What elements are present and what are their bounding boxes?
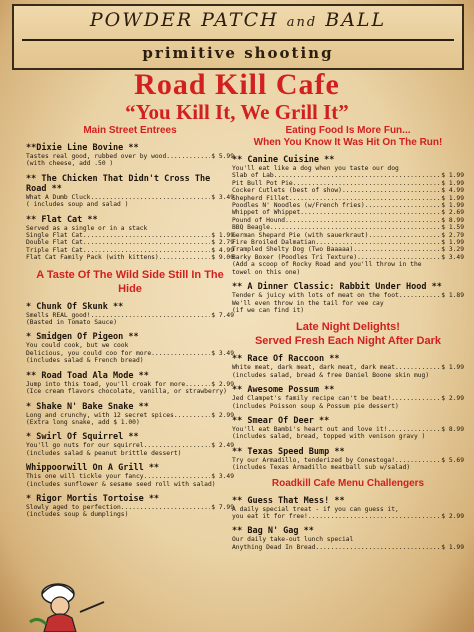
menu-item-price: $ 3.49	[441, 253, 464, 261]
menu-item	[26, 174, 234, 209]
menu-item-line	[26, 239, 234, 246]
cafe-slogan: “You Kill It, We Grill It”	[125, 100, 349, 124]
menu-item-line	[232, 232, 464, 239]
menu-item-description: (with cheese, add .50 )	[26, 160, 114, 168]
dot-leader	[285, 217, 440, 224]
menu-section	[232, 155, 464, 314]
menu-item-price: $ 1.99	[441, 194, 464, 202]
menu-item-line	[232, 224, 464, 231]
menu-item-line	[232, 372, 464, 379]
menu-item-description: (if we can find it)	[232, 306, 305, 314]
menu-item-line	[232, 254, 464, 261]
menu-item-price: $ 4.99	[211, 246, 234, 254]
menu-item-description: Poodles N' Noodles (w/French fries)	[232, 202, 365, 210]
menu-item-description: you eat it for free!	[232, 512, 308, 520]
dot-leader	[90, 312, 210, 319]
menu-item-description: BBQ Beagle	[232, 224, 270, 232]
menu-item-description: White meat, dark meat, dark meat, dark meat	[232, 364, 396, 372]
menu-item-price: $ 2.99	[441, 395, 464, 403]
menu-item-description: (includes salad, bread, topped with venison gravy )	[232, 433, 426, 441]
menu-item-line	[232, 536, 464, 543]
menu-item	[232, 155, 464, 276]
menu-item-line	[232, 513, 464, 520]
menu-item-description: Double Flat Cat	[26, 239, 83, 247]
menu-item-line	[232, 506, 464, 513]
menu-item-price: $ 2.69	[441, 209, 464, 217]
dot-leader	[399, 292, 440, 299]
menu-item-name: ** Awesome Possum **	[232, 385, 335, 396]
menu-item-description: Tender & juicy with lots of meat on the foot	[232, 292, 399, 300]
banner-divider	[22, 39, 454, 41]
menu-item-description: (includes Poisson soup & Possum pie dessert)	[232, 402, 399, 410]
menu-item-description: Try our Armadillo, tenderized by Conestoga!	[232, 456, 396, 464]
left-column	[26, 125, 234, 519]
dot-leader	[151, 350, 210, 357]
menu-item-line	[26, 194, 234, 201]
menu-item-name: * Smidgen Of Pigeon **	[26, 332, 139, 343]
menu-item	[26, 302, 234, 327]
section-heading: Roadkill Cafe Menu Challengers	[271, 477, 425, 489]
banner-title: POWDER PATCH and BALL	[89, 9, 387, 31]
menu-item-line	[26, 232, 234, 239]
menu-item-line	[26, 225, 234, 232]
menu-item-description: Barky Boxer (Poodles Tri Texture)	[232, 253, 358, 261]
menu-item-description: You'll go nuts for our squirrel	[26, 442, 144, 450]
menu-item	[26, 215, 234, 262]
section-heading: Late Night Delights!	[296, 321, 400, 334]
menu-item-description: (includes salad, bread & free Daniel Boone skin mug)	[232, 371, 430, 379]
menu-item-price: $ 2.49	[211, 442, 234, 450]
menu-item-description: Pound of Hound	[232, 216, 286, 224]
menu-item-line	[232, 180, 464, 187]
dot-leader	[300, 209, 440, 216]
menu-item-description: (Basted in Tomato Sauce)	[26, 319, 117, 327]
menu-item-name: * Rigor Mortis Tortoise **	[26, 493, 160, 504]
menu-item-price: $ 3.49	[211, 193, 234, 201]
menu-item-description: Slab of Lab	[232, 172, 274, 180]
dot-leader	[274, 172, 441, 179]
menu-item-line	[26, 312, 234, 319]
menu-item-line	[232, 195, 464, 202]
menu-item-description: Anything Dead In Bread	[232, 543, 316, 551]
menu-item-description: Long and crunchy, with 12 secret spices	[26, 411, 174, 419]
dot-leader	[353, 246, 440, 253]
menu-item-name: * Swirl Of Squirrel **	[26, 432, 139, 443]
menu-item-line	[26, 473, 234, 480]
menu-item-name: ** Road Toad Ala Mode **	[26, 370, 149, 381]
menu-item-line	[232, 364, 464, 371]
menu-item-description: You could cook, but we cook	[26, 342, 129, 350]
menu-item-line	[232, 292, 464, 299]
menu-item-price: $ 1.59	[441, 224, 464, 232]
menu-item-name: * Shake N' Bake Snake **	[26, 401, 149, 412]
dot-leader	[395, 364, 440, 371]
cook-sketch-illustration	[20, 572, 110, 632]
menu-item-description: Served as a single or in a stack	[26, 224, 148, 232]
dot-leader	[293, 180, 441, 187]
menu-item-line	[232, 403, 464, 410]
menu-item-line	[26, 247, 234, 254]
menu-item-description: Flat Cat Family Pack (with kittens)	[26, 254, 159, 262]
header-banner	[12, 4, 464, 70]
menu-item-price: $ 1.99	[441, 172, 464, 180]
menu-item-line	[232, 239, 464, 246]
menu-item-price: $ 3.49	[211, 349, 234, 357]
menu-item-line	[26, 511, 234, 518]
menu-item-name: ** A Dinner Classic: Rabbit Under Hood **	[232, 282, 442, 293]
menu-item-description: (Extra long snake, add $ 1.00)	[26, 418, 140, 426]
menu-item-description: Whippet of Whippet	[232, 209, 301, 217]
dot-leader	[174, 412, 210, 419]
menu-item-price: $ 2.99	[211, 380, 234, 388]
menu-item-price: $ 5.99	[211, 153, 234, 160]
menu-item-description: Delicious, you could coo for more	[26, 349, 152, 357]
dot-leader	[365, 202, 441, 209]
menu-item-price: $ 1.99	[441, 179, 464, 187]
menu-item-description: Jed Clampet's family recipe can't be beat!	[232, 395, 392, 403]
menu-item-description: (includes salad & French bread)	[26, 357, 144, 365]
menu-item-line	[232, 464, 464, 471]
dot-leader	[357, 254, 440, 261]
menu-item-line	[232, 307, 464, 314]
menu-item-price: $ 1.99	[441, 202, 464, 210]
menu-item-description: Slowly aged to perfection	[26, 503, 121, 511]
menu-item-line	[232, 165, 464, 172]
section-heading: Served Fresh Each Night After Dark	[254, 335, 442, 348]
menu-item-name: ** Texas Speed Bump **	[232, 446, 345, 457]
menu-item-name: ** Bag N' Gag **	[232, 526, 314, 537]
menu-item-description: Pit Bull Pot Pie	[232, 179, 293, 187]
menu-item-price: $ 1.99	[441, 543, 464, 551]
dot-leader	[83, 247, 210, 254]
menu-item-line	[26, 450, 234, 457]
dot-leader	[83, 239, 210, 246]
menu-item-price: $ 1.99	[441, 364, 464, 372]
menu-item-description: ( includes soup and salad )	[26, 201, 129, 209]
banner-subtitle: primitive shooting	[142, 44, 334, 62]
menu-item-description: (includes sunflower & sesame seed roll with salad)	[26, 480, 216, 488]
dot-leader	[368, 232, 440, 239]
menu-item-description: (includes Texas Armadillo meatball sub w/salad)	[232, 464, 411, 472]
menu-item-line	[26, 412, 234, 419]
menu-item	[26, 143, 234, 168]
section-heading: Main Street Entrees	[83, 125, 177, 136]
menu-item-line	[232, 202, 464, 209]
dot-leader	[121, 504, 210, 511]
menu-item-line	[26, 381, 234, 388]
dot-leader	[166, 153, 210, 160]
menu-item	[232, 526, 464, 551]
menu-item-price: $ 7.49	[211, 311, 234, 319]
menu-item-price: $ 1.99	[211, 232, 234, 240]
menu-item-name: ** Race Of Raccoon **	[232, 354, 340, 365]
menu-item-line	[26, 342, 234, 349]
menu-item-line	[232, 209, 464, 216]
menu-item-line	[232, 246, 464, 253]
menu-item-line	[26, 442, 234, 449]
menu-item-description: A daily special treat - if you can guess it,	[232, 505, 399, 513]
menu-item	[232, 282, 464, 314]
menu-item-description: Cocker Cutlets (best of show)	[232, 187, 342, 195]
menu-item-description: You'll eat like a dog when you taste our dog	[232, 165, 399, 172]
menu-item-line	[26, 160, 234, 167]
menu-item-name: ** Guess That Mess! **	[232, 495, 345, 506]
menu-item-description: German Shepard Pie (with sauerkraut)	[232, 231, 369, 239]
menu-item-line	[26, 201, 234, 208]
dot-leader	[144, 473, 211, 480]
menu-section	[26, 302, 234, 519]
menu-item-name: **Dixie Line Bovine **	[26, 143, 139, 153]
menu-item-line	[232, 172, 464, 179]
menu-item	[26, 371, 234, 396]
menu-item-description: Trampled Shelty Dog (Two Baaaaa)	[232, 246, 354, 254]
dot-leader	[159, 254, 211, 261]
menu-item-line	[232, 426, 464, 433]
menu-item-name: ** Canine Cuisine **	[232, 155, 335, 165]
menu-item-price: $ 8.99	[441, 216, 464, 224]
menu-item	[26, 494, 234, 519]
menu-item-price: $ 9.00	[211, 254, 234, 262]
menu-item-description: You'll eat Bambi's heart out and love it!	[232, 425, 388, 433]
menu-item-price: $ 2.79	[211, 239, 234, 247]
menu-item	[26, 463, 234, 488]
menu-section	[26, 143, 234, 262]
menu-item-description: (includes salad & peanut brittle dessert)	[26, 449, 182, 457]
dot-leader	[315, 544, 440, 551]
dot-leader	[342, 187, 440, 194]
menu-item	[26, 332, 234, 364]
menu-item	[232, 416, 464, 441]
menu-item-description: towel on this one)	[232, 268, 301, 276]
menu-item-line	[232, 261, 464, 268]
menu-item	[232, 354, 464, 379]
menu-item-name: ** Flat Cat **	[26, 214, 98, 225]
dot-leader	[144, 442, 211, 449]
menu-item-price: $ 3.29	[441, 246, 464, 254]
menu-item-description: This one will tickle your fancy	[26, 473, 144, 481]
section-heading: Eating Food Is More Fun...	[285, 125, 411, 136]
menu-item-line	[26, 504, 234, 511]
dot-leader	[270, 224, 440, 231]
menu-item-price: $ 2.99	[211, 411, 234, 419]
dot-leader	[395, 457, 440, 464]
menu-section	[232, 354, 464, 471]
cafe-title: Road Kill Cafe	[134, 68, 340, 101]
menu-item-line	[232, 544, 464, 551]
menu-item-line	[26, 319, 234, 326]
menu-item-price: $ 5.69	[441, 456, 464, 464]
menu-item-line	[26, 254, 234, 261]
right-column	[232, 125, 464, 551]
menu-item-line	[232, 269, 464, 276]
menu-item-line	[26, 419, 234, 426]
menu-item-line	[26, 153, 234, 160]
menu-item-description: We'll even throw in the tail for vee cay	[232, 299, 384, 307]
menu-item-price: $ 7.99	[211, 503, 234, 511]
section-heading: When You Know It Was Hit On The Run!	[253, 137, 443, 148]
menu-item-description: Jump into this toad, you'll croak for more	[26, 380, 186, 388]
dot-leader	[308, 513, 440, 520]
menu-item-price: $ 2.79	[441, 231, 464, 239]
menu-item-line	[232, 433, 464, 440]
dot-leader	[185, 381, 210, 388]
dot-leader	[315, 239, 440, 246]
menu-item-name: ** The Chicken That Didn't Cross The Road **	[26, 173, 211, 194]
dot-leader	[289, 195, 440, 202]
menu-item-line	[232, 187, 464, 194]
menu-item-description: Our daily take-out lunch special	[232, 536, 354, 544]
menu-item-description: Triple Flat Cat	[26, 246, 83, 254]
menu-item-description: Fire Broiled Dalmatian	[232, 239, 316, 247]
menu-item-description: What A Dumb Cluck	[26, 193, 91, 201]
menu-item-description: Tastes real good, rubbed over by wood	[26, 153, 167, 160]
menu-item-price: $ 3.49	[211, 473, 234, 481]
menu-item-price: $ 4.99	[441, 187, 464, 195]
menu-item-line	[232, 395, 464, 402]
menu-item	[232, 385, 464, 410]
dot-leader	[387, 426, 440, 433]
menu-item-line	[232, 300, 464, 307]
section-heading: A Taste Of The Wild Side Still In The Hide	[36, 268, 224, 295]
dot-leader	[90, 194, 210, 201]
menu-item-price: $ 2.99	[441, 512, 464, 520]
menu-item	[232, 447, 464, 472]
dot-leader	[391, 395, 440, 402]
menu-item	[232, 496, 464, 521]
menu-item-price: $ 1.99	[441, 239, 464, 247]
menu-item-line	[26, 357, 234, 364]
menu-item-price: $ 1.89	[441, 292, 464, 300]
menu-item-name: Whippoorwill On A Grill **	[26, 463, 160, 474]
menu-item-price: $ 8.99	[441, 425, 464, 433]
menu-item-name: * Chunk Of Skunk **	[26, 301, 124, 312]
menu-item-description: (Add a scoop of Rocky Road and you'll throw in the	[232, 261, 422, 269]
menu-item-line	[26, 388, 234, 395]
menu-item-description: (Ice cream flavors chocolate, vanilla, or strawberry)	[26, 388, 227, 396]
menu-item	[26, 402, 234, 427]
menu-item-description: (includes soup & dumplings)	[26, 511, 129, 519]
menu-item-line	[232, 217, 464, 224]
menu-item	[26, 432, 234, 457]
menu-item-line	[26, 481, 234, 488]
menu-section	[232, 496, 464, 552]
menu-item-name: ** Smear Of Deer **	[232, 415, 330, 426]
menu-item-description: Single Flat Cat	[26, 232, 83, 240]
menu-item-line	[26, 350, 234, 357]
menu-item-description: Smells REAL good!	[26, 311, 91, 319]
menu-item-line	[232, 457, 464, 464]
dot-leader	[83, 232, 210, 239]
menu-item-description: Shepherd Fillet	[232, 194, 289, 202]
